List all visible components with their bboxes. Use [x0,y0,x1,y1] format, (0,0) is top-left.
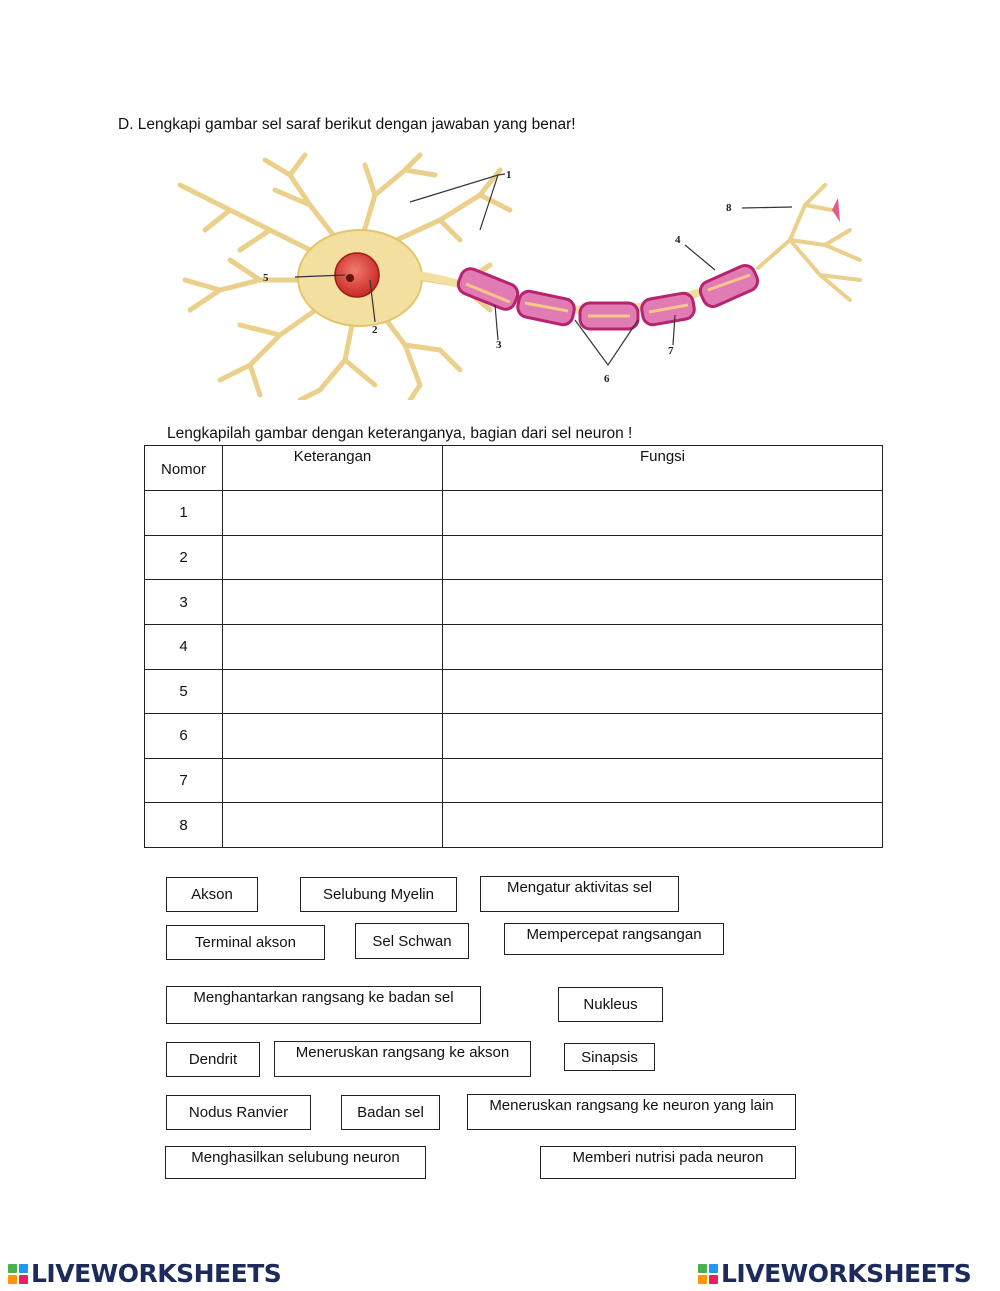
header-fungsi: Fungsi [443,446,883,491]
fungsi-drop-cell[interactable] [443,624,883,669]
keterangan-drop-cell[interactable] [223,491,443,536]
table-row [145,580,883,625]
keterangan-drop-cell[interactable] [223,803,443,848]
option-badan-sel[interactable]: Badan sel [341,1095,440,1130]
answer-table [144,445,883,848]
label-7: 7 [668,345,674,357]
label-4: 4 [675,234,681,246]
label-6: 6 [604,373,610,385]
table-row [145,535,883,580]
brand-name: LIVEWORKSHEETS [31,1259,282,1288]
fungsi-drop-cell[interactable] [443,669,883,714]
label-8: 8 [726,202,732,214]
row-number: 3 [145,580,223,625]
fungsi-drop-cell[interactable] [443,535,883,580]
fungsi-drop-cell[interactable] [443,491,883,536]
table-row [145,624,883,669]
fungsi-drop-cell[interactable] [443,714,883,759]
row-number: 5 [145,669,223,714]
label-1: 1 [506,169,512,181]
table-row [145,714,883,759]
header-keterangan: Keterangan [223,446,443,491]
table-row [145,803,883,848]
row-number: 7 [145,758,223,803]
liveworksheets-logo-left [8,1259,281,1288]
brand-name: LIVEWORKSHEETS [721,1259,972,1288]
neuron-diagram [160,150,890,400]
option-akson[interactable]: Akson [166,877,258,912]
keterangan-drop-cell[interactable] [223,624,443,669]
keterangan-drop-cell[interactable] [223,714,443,759]
option-dendrit[interactable]: Dendrit [166,1042,260,1077]
row-number: 2 [145,535,223,580]
header-nomor: Nomor [145,446,223,491]
keterangan-drop-cell[interactable] [223,758,443,803]
option-nukleus[interactable]: Nukleus [558,987,663,1022]
liveworksheets-logo-icon [8,1264,28,1284]
option-nodus-ranvier[interactable]: Nodus Ranvier [166,1095,311,1130]
question-title: D. Lengkapi gambar sel saraf berikut dengan jawaban yang benar! [118,116,576,133]
option-memberi-nutrisi[interactable]: Memberi nutrisi pada neuron [540,1146,796,1179]
option-mempercepat-rangsangan[interactable]: Mempercepat rangsangan [504,923,724,955]
option-selubung-myelin[interactable]: Selubung Myelin [300,877,457,912]
option-meneruskan-rangsang-neuron[interactable]: Meneruskan rangsang ke neuron yang lain [467,1094,796,1130]
keterangan-drop-cell[interactable] [223,580,443,625]
table-header-row [145,446,883,491]
myelin-sheaths [455,262,760,329]
option-sel-schwan[interactable]: Sel Schwan [355,923,469,959]
axon-terminals [758,185,860,300]
liveworksheets-logo-icon [698,1264,718,1284]
option-meneruskan-rangsang-akson[interactable]: Meneruskan rangsang ke akson [274,1041,531,1077]
fungsi-drop-cell[interactable] [443,803,883,848]
option-terminal-akson[interactable]: Terminal akson [166,925,325,960]
option-menghasilkan-selubung[interactable]: Menghasilkan selubung neuron [165,1146,426,1179]
liveworksheets-logo-right [698,1259,971,1288]
label-3: 3 [496,339,502,351]
table-row [145,758,883,803]
row-number: 4 [145,624,223,669]
table-row [145,491,883,536]
option-menghantarkan-rangsang[interactable]: Menghantarkan rangsang ke badan sel [166,986,481,1024]
label-5: 5 [263,272,269,284]
label-2: 2 [372,324,378,336]
keterangan-drop-cell[interactable] [223,535,443,580]
row-number: 1 [145,491,223,536]
option-mengatur-aktivitas-sel[interactable]: Mengatur aktivitas sel [480,876,679,912]
table-instruction: Lengkapilah gambar dengan keteranganya, bagian dari sel neuron ! [167,425,633,442]
keterangan-drop-cell[interactable] [223,669,443,714]
fungsi-drop-cell[interactable] [443,758,883,803]
row-number: 8 [145,803,223,848]
fungsi-drop-cell[interactable] [443,580,883,625]
table-row [145,669,883,714]
option-sinapsis[interactable]: Sinapsis [564,1043,655,1071]
row-number: 6 [145,714,223,759]
